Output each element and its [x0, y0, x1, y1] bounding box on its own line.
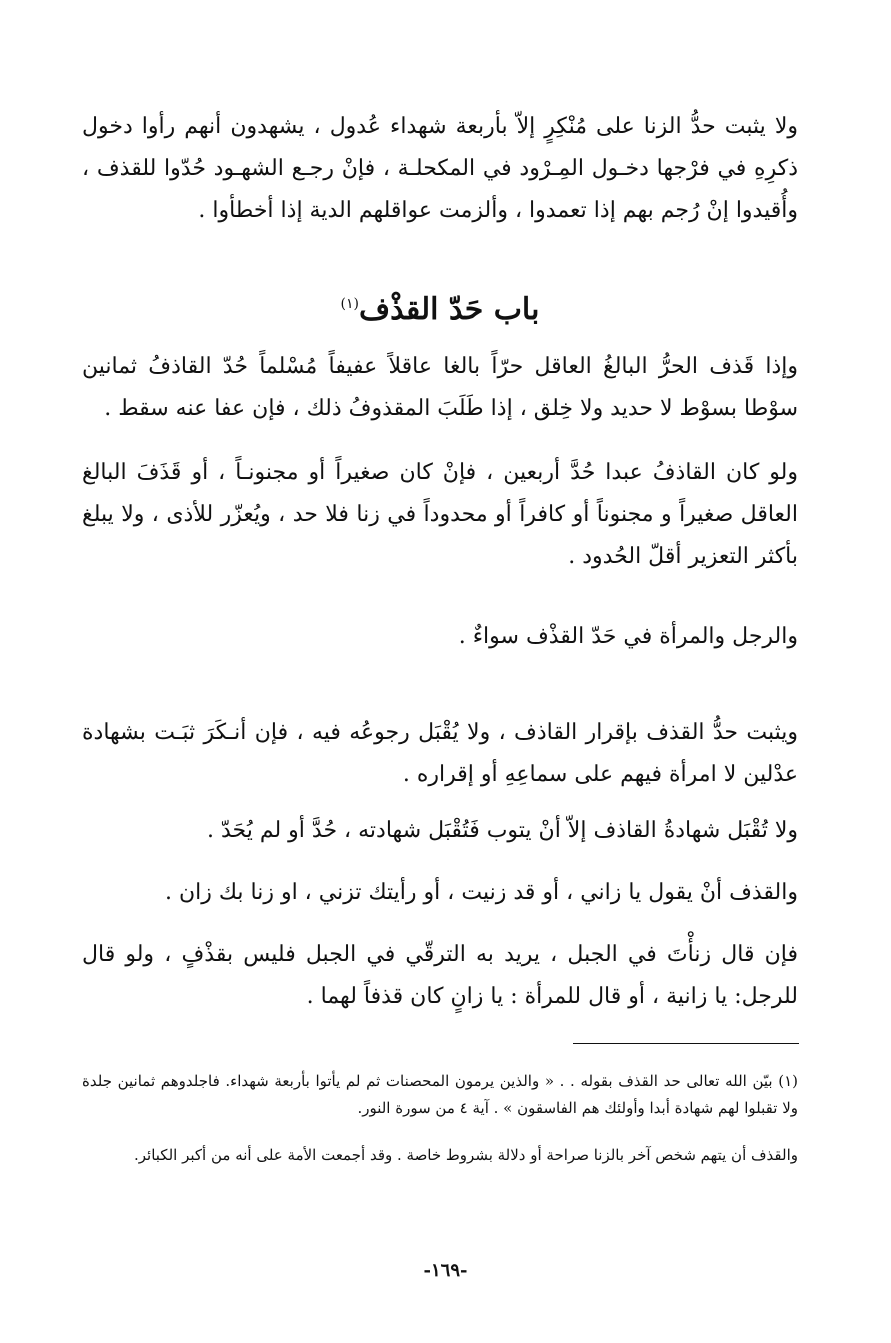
body-paragraph: وإذا قَذف الحرُّ البالغُ العاقل حرّاً بالغا عاقلاً عفيفاً مُسْلماً حُدّ القاذفُ ثمانين سوْطا بسوْط لا حديد ولا خِلق ، إذا طَلَبَ المقذوفُ ذلك ، فإن عفا عنه سقط .	[82, 354, 798, 421]
page-number: -١٦٩-	[423, 1260, 468, 1281]
body-paragraph: ويثبت حدُّ القذف بإقرار القاذف ، ولا يُقْبَل رجوعُه فيه ، فإن أنـكَرَ ثبَـت بشهادة عدْلين لا امرأة فيهم على سماعِهِ أو إقراره .	[82, 720, 798, 787]
chapter-title	[82, 282, 798, 332]
footnote-marker: (١)	[340, 296, 360, 312]
chapter-title-text: باب حَدّ القذْف	[359, 292, 540, 327]
footnote-divider	[573, 1043, 799, 1044]
body-paragraph: ولو كان القاذفُ عبدا حُدَّ أربعين ، فإنْ كان صغيراً أو مجنونـاً ، أو قَذَفَ البالغ العاقل صغيراً و مجنوناً أو كافراً أو محدوداً في زنا فلا حد ، ويُعزّر للأذى ، ولا يبلغ بأكثر التعزير أقلّ الحُدود .	[82, 460, 798, 569]
body-paragraph: ولا يثبت حدُّ الزنا على مُنْكِرٍ إلاّ بأربعة شهداء عُدول ، يشهدون أنهم رأوا دخول ذكرِهِ في فرْجها دخـول المِـرْود في المكحلـة ، فإنْ رجـع الشهـود حُدّوا للقذف ، وأُقيدوا إنْ رُجم بهم إذا تعمدوا ، وألزمت عواقلهم الدية إذا أخطأوا .	[82, 114, 798, 223]
footnote: والقذف أن يتهم شخص آخر بالزنا صراحة أو دلالة بشروط خاصة . وقد أجمعت الأمة على أنه من أكبر الكبائر.	[133, 1146, 798, 1164]
body-paragraph: والقذف أنْ يقول يا زاني ، أو قد زنيت ، أو رأيتك تزني ، او زنا بك زان .	[164, 880, 798, 905]
body-paragraph: ولا تُقْبَل شهادةُ القاذف إلاّ أنْ يتوب فَتُقْبَل شهادته ، حُدَّ أو لم يُحَدّ .	[206, 818, 798, 843]
footnote: (١) بيّن الله تعالى حد القذف بقوله . . « والذين يرمون المحصنات ثم لم يأتوا بأربعة شهداء. فاجلدوهم ثمانين جلدة ولا تقبلوا لهم شهادة أبدا وأولئك هم الفاسقون » . آية ٤ من سورة النور.	[82, 1072, 798, 1117]
body-paragraph: فإن قال زنأْتَ في الجبل ، يريد به الترقّي في الجبل فليس بقذْفٍ ، ولو قال للرجل: يا زانية ، أو قال للمرأة : يا زانٍ كان قذفاً لهما .	[82, 942, 798, 1009]
body-paragraph: والرجل والمرأة في حَدّ القذْف سواءٌ .	[458, 624, 798, 649]
